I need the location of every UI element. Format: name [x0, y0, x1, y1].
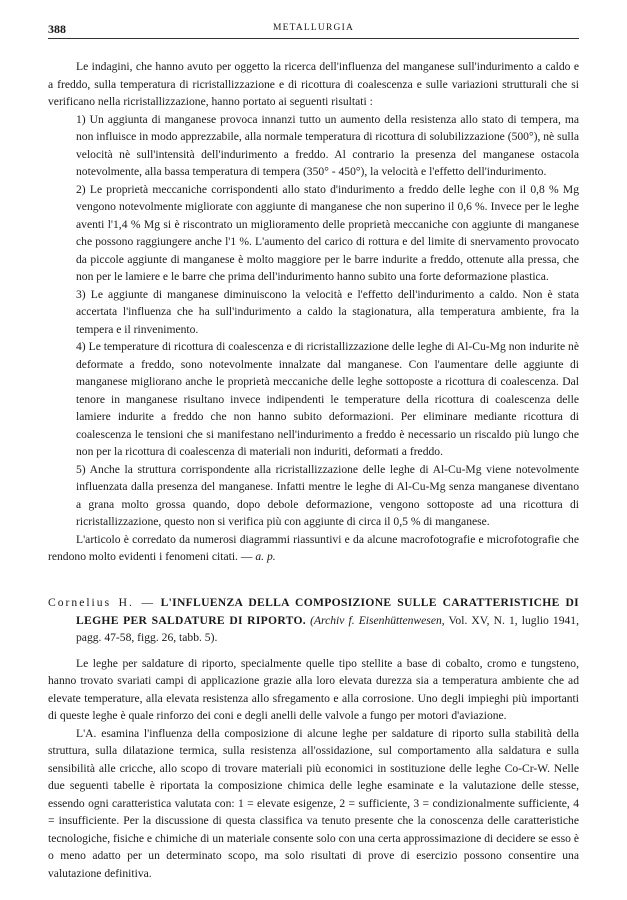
result-point-1: 1) Un aggiunta di manganese provoca innanzi tutto un aumento della resistenza allo stato di tempera, ma non influisce in modo apprezzabile, alla normale temperatura di ricottura di solubilizzazione (500°), nè sulla velocità nè sull'intensità dell'indurimento a freddo. Al contrario la presenza del manganese ostacola notevolmente, alla bassa temperatura di tempera (350° - 450°), la velocità e l'effetto dell'indurimento. — [76, 112, 579, 178]
entry-heading — [48, 594, 579, 647]
result-point-5: 5) Anche la struttura corrispondente alla ricristallizzazione delle leghe di Al-Cu-Mg viene notevolmente influenzata dalla presenza del manganese. Infatti mentre le leghe di Al-Cu-Mg senza manganese diventano a grana molto grossa quando, dopo debole deformazione, vengono sottoposte ad una ricottura di ricristallizzazione, questo non si verifica più con aggiunte di circa il 0,5 % di manganese. — [76, 462, 579, 528]
running-title: METALLURGIA — [272, 23, 355, 33]
author-name: Cornelius H. — — [48, 596, 156, 609]
result-point-2: 2) Le proprietà meccaniche corrispondenti allo stato d'indurimento a freddo delle leghe con il 0,8 % Mg vengono notevolmente migliorate con aggiunte di manganese che non superino il 0,6 %. Invece per le leghe aventi l'1,4 % Mg si è riscontrato un miglioramento delle proprietà meccaniche con aggiunte di manganese che possono raggiungere anche l'1 %. L'aumento del carico di rottura e del limite di snervamento provocato da piccole aggiunte di manganese è molto maggiore per le barre indurite a freddo, ottenute alla pressa, che non per le lamiere e le barre che prima dell'indurimento hanno subito una forte deformazione plastica. — [76, 182, 579, 283]
article-body — [48, 58, 579, 566]
closing-text: L'articolo è corredato da numerosi diagrammi riassuntivi e da alcune macrofotografie e microfotografie che rendono molto evidenti i fenomeni citati. — — [48, 532, 579, 563]
reviewer-signature: a. p. — [255, 550, 276, 563]
citation-details: Vol. XV, N. 1, luglio 1941, pagg. 47-58, figg. 26, tabb. 5). — [76, 613, 580, 644]
journal-name: (Archiv f. Eisenhüttenwesen, — [310, 613, 445, 627]
entry-paragraph-2: L'A. esamina l'influenza della composizione di alcune leghe per saldature di riporto sulla stabilità della struttura, sulla dilatazione termica, sulla resistenza all'ossidazione, sul comportamento alla saldatura e sulla sensibilità alle cricche, allo scopo di trovare materiali più economici in sostituzione delle leghe Co-Cr-W. Nelle due seguenti tabelle è riportata la composizione chimica delle leghe esaminate e la valutazione delle stesse, essendo ogni caratteristica valutata con: 1 = elevate esigenze, 2 = sufficiente, 3 = condizionalmente sufficiente, 4 = insufficiente. Per la discussione di questa classifica va tenuto presente che la conoscenza delle caratteristiche tecnologiche, fisiche e chimiche di un materiale consente solo con una certa approssimazione di decidere se esso è o meno adatto per un determinato scopo, ma solo risultati di prove di esercizio possono consentire una valutazione definitiva. — [48, 726, 579, 880]
page-header — [48, 22, 579, 39]
result-point-3: 3) Le aggiunte di manganese diminuiscono la velocità e l'effetto dell'indurimento a caldo. Non è stata accertata l'influenza che ha sull'indurimento a caldo la stagionatura, alla temperatura ambiente, fra la tempera e il rinvenimento. — [76, 287, 579, 336]
result-point-4: 4) Le temperature di ricottura di coalescenza e di ricristallizzazione delle leghe di Al-Cu-Mg non indurite nè deformate a freddo, sono notevolmente innalzate dal manganese. Con l'aumentare delle aggiunte di manganese migliorano anche le proprietà meccaniche delle leghe sottoposte a ricottura di coalescenza. Dal tenore in manganese risultano invece indipendenti le temperature della ricottura di coalescenza delle lamiere indurite a freddo che non hanno subito deformazioni. Per eliminare mediante ricottura di coalescenza le tensioni che si manifestano nell'indurimento a freddo è necessario un riscaldo più lungo che non per la ricottura di coalescenza di materiali non induriti, deformati a freddo. — [76, 340, 579, 458]
closing-paragraph — [48, 531, 579, 566]
abstract-entry — [48, 594, 579, 882]
entry-paragraph-1: Le leghe per saldature di riporto, specialmente quelle tipo stellite a base di cobalto, cromo e tungsteno, hanno trovato svariati campi di applicazione grazie alla loro elevata durezza sia a temperatura ambiente che ad elevate temperature, alla elevata resistenza allo sfregamento e alla corrosione. Uno degli impieghi più importanti di queste leghe è quale rinforzo dei coni e degli anelli delle valvole a fungo per motori d'aviazione. — [48, 656, 579, 722]
intro-paragraph: Le indagini, che hanno avuto per oggetto la ricerca dell'influenza del manganese sull'indurimento a caldo e a freddo, sulla temperatura di ricristallizzazione e di ricottura di coalescenza e sulle variazioni strutturali che si verificano nella ricristallizzazione, hanno portato ai seguenti risultati : — [48, 60, 579, 108]
page-number: 388 — [48, 22, 66, 36]
entry-title: L'INFLUENZA DELLA COMPOSIZIONE SULLE CARATTERISTICHE DI LEGHE PER SALDATURE DI RIPORTO. — [76, 596, 579, 627]
